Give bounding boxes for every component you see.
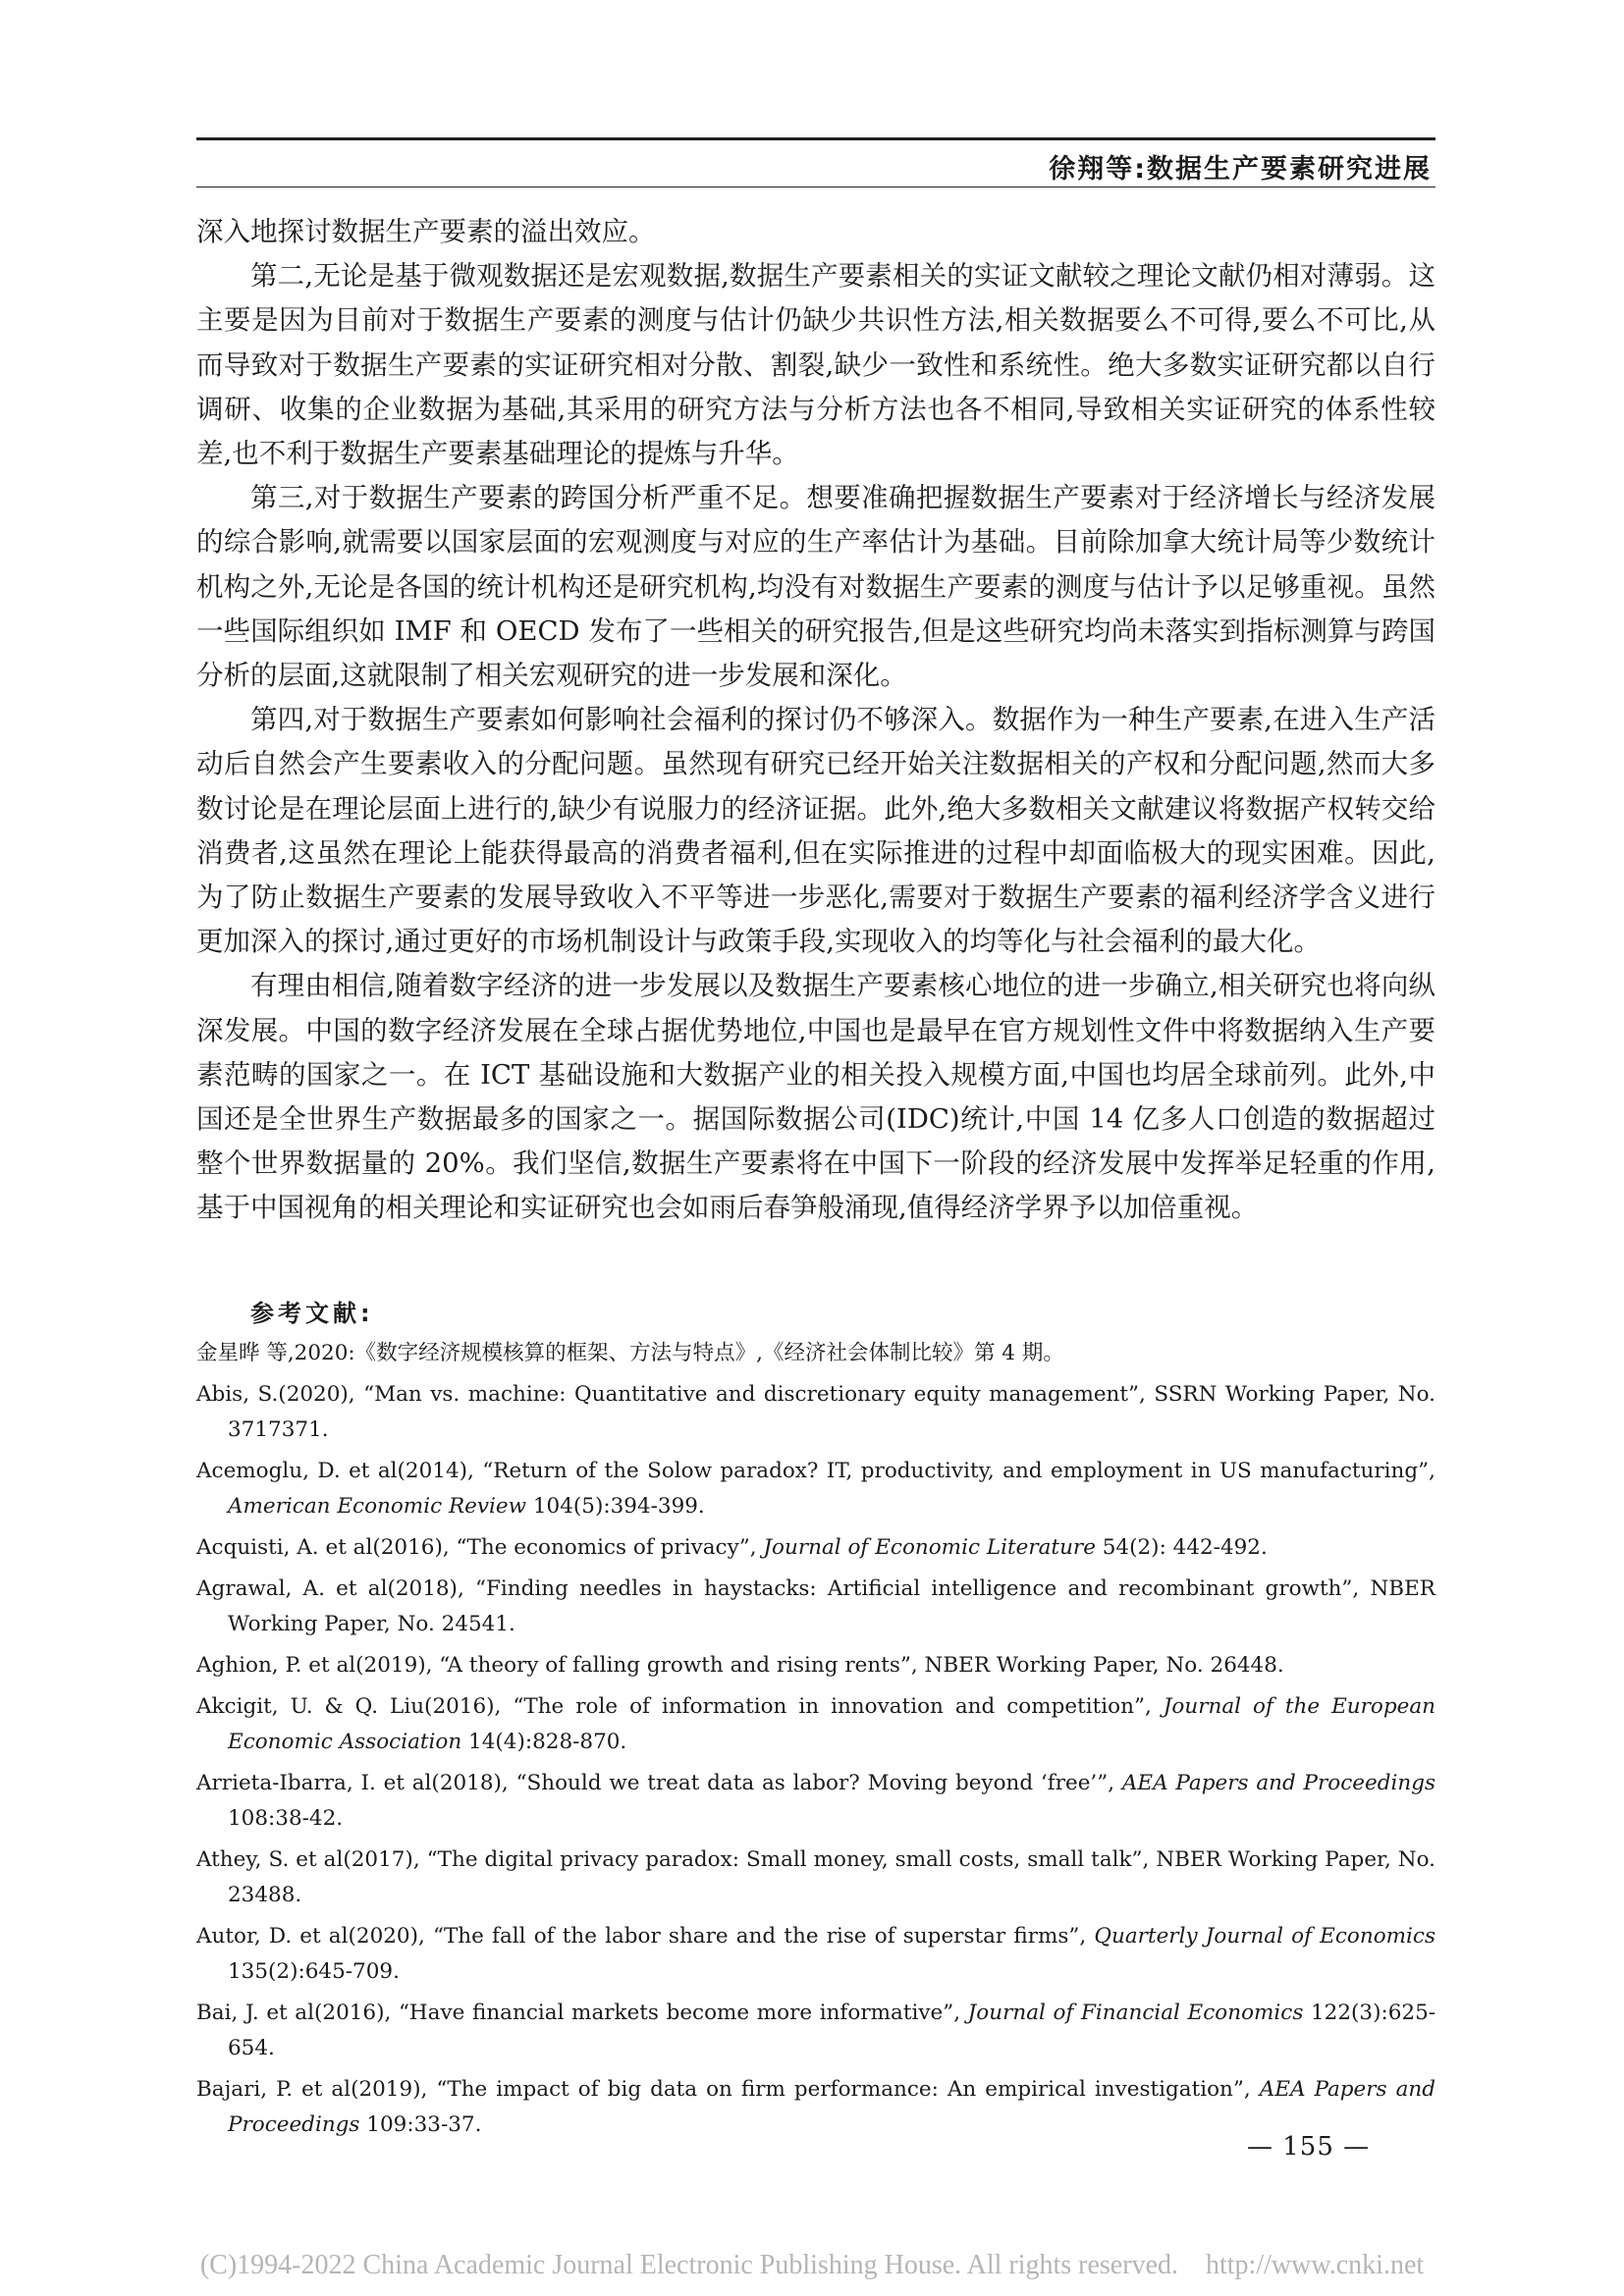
- reference-item: 金星晔 等,2020:《数字经济规模核算的框架、方法与特点》,《经济社会体制比较》第 4 期。: [196, 1341, 1064, 1365]
- paragraph-second-point: 第二,无论是基于微观数据还是宏观数据,数据生产要素相关的实证文献较之理论文献仍相对薄弱。这主要是因为目前对于数据生产要素的测度与估计仍缺少共识性方法,相关数据要么不可得,要么不可比,从而导致对于数据生产要素的实证研究相对分散、割裂,缺少一致性和系统性。绝大多数实证研究都以自行调研、收集的企业数据为基础,其采用的研究方法与分析方法也各不相同,导致相关实证研究的体系性较差,也不利于数据生产要素基础理论的提炼与升华。: [196, 260, 1435, 470]
- reference-item: Autor, D. et al(2020), “The fall of the labor share and the rise of superstar firms”, Quarterly Journal of Economics 135(2):645-709.: [196, 1924, 1435, 1984]
- reference-item: Abis, S.(2020), “Man vs. machine: Quantitative and discretionary equity management”, SSRN Working Paper, No. 3717371.: [196, 1382, 1435, 1442]
- reference-item: Bai, J. et al(2016), “Have financial markets become more informative”, Journal of Financial Economics 122(3):625-654.: [196, 2001, 1436, 2060]
- paragraph-fourth-point: 第四,对于数据生产要素如何影响社会福利的探讨仍不够深入。数据作为一种生产要素,在进入生产活动后自然会产生要素收入的分配问题。虽然现有研究已经开始关注数据相关的产权和分配问题,然而大多数讨论是在理论层面上进行的,缺少有说服力的经济证据。此外,绝大多数相关文献建议将数据产权转交给消费者,这虽然在理论上能获得最高的消费者福利,但在实际推进的过程中却面临极大的现实困难。因此,为了防止数据生产要素的发展导致收入不平等进一步恶化,需要对于数据生产要素的福利经济学含义进行更加深入的探讨,通过更好的市场机制设计与政策手段,实现收入的均等化与社会福利的最大化。: [196, 704, 1435, 958]
- reference-item: Arrieta-Ibarra, I. et al(2018), “Should we treat data as labor? Moving beyond ‘free’”, AEA Papers and Proceedings 108:38-42.: [196, 1771, 1435, 1831]
- running-title: 徐翔等:数据生产要素研究进展: [1049, 154, 1432, 185]
- reference-item: Akcigit, U. & Q. Liu(2016), “The role of information in innovation and competition”, Journal of the European Economic Association 14(4):828-870.: [196, 1694, 1436, 1754]
- reference-item: Acquisti, A. et al(2016), “The economics of privacy”, Journal of Economic Literature 54(2): 442-492.: [196, 1535, 1268, 1560]
- paragraph-continuation: 深入地探讨数据生产要素的溢出效应。: [196, 216, 656, 247]
- copyright-footer: (C)1994-2022 China Academic Journal Electronic Publishing House. All rights reserved. http://www.cnki.net: [199, 2250, 1425, 2280]
- reference-item: Agrawal, A. et al(2018), “Finding needles in haystacks: Artificial intelligence and recombinant growth”, NBER Working Paper, No. 24541.: [196, 1576, 1435, 1636]
- reference-item: Aghion, P. et al(2019), “A theory of falling growth and rising rents”, NBER Working Paper, No. 26448.: [196, 1653, 1284, 1678]
- paragraph-conclusion: 有理由相信,随着数字经济的进一步发展以及数据生产要素核心地位的进一步确立,相关研究也将向纵深发展。中国的数字经济发展在全球占据优势地位,中国也是最早在官方规划性文件中将数据纳入生产要素范畴的国家之一。在 ICT 基础设施和大数据产业的相关投入规模方面,中国也均居全球前列。此外,中国还是全世界生产数据最多的国家之一。据国际数据公司(IDC)统计,中国 14 亿多人口创造的数据超过整个世界数据量的 20%。我们坚信,数据生产要素将在中国下一阶段的经济发展中发挥举足轻重的作用,基于中国视角的相关理论和实证研究也会如雨后春笋般涌现,值得经济学界予以加倍重视。: [196, 970, 1435, 1224]
- header-rule-thick: [196, 137, 1435, 140]
- reference-item: Athey, S. et al(2017), “The digital privacy paradox: Small money, small costs, small talk”, NBER Working Paper, No. 23488.: [196, 1847, 1435, 1907]
- paragraph-third-point: 第三,对于数据生产要素的跨国分析严重不足。想要准确把握数据生产要素对于经济增长与经济发展的综合影响,就需要以国家层面的宏观测度与对应的生产率估计为基础。目前除加拿大统计局等少数统计机构之外,无论是各国的统计机构还是研究机构,均没有对数据生产要素的测度与估计予以足够重视。虽然一些国际组织如 IMF 和 OECD 发布了一些相关的研究报告,但是这些研究均尚未落实到指标测算与跨国分析的层面,这就限制了相关宏观研究的进一步发展和深化。: [196, 482, 1435, 692]
- references-heading: 参考文献:: [250, 1300, 374, 1327]
- reference-list: [196, 1336, 1435, 2149]
- reference-item: Bajari, P. et al(2019), “The impact of big data on firm performance: An empirical investigation”, AEA Papers and Proceedings 109:33-37.: [196, 2077, 1435, 2137]
- page-number: — 155 —: [1247, 2132, 1371, 2162]
- reference-item: Acemoglu, D. et al(2014), “Return of the Solow paradox? IT, productivity, and employment in US manufacturing”, American Economic Review 104(5):394-399.: [196, 1459, 1435, 1519]
- article-body: [196, 210, 1435, 1231]
